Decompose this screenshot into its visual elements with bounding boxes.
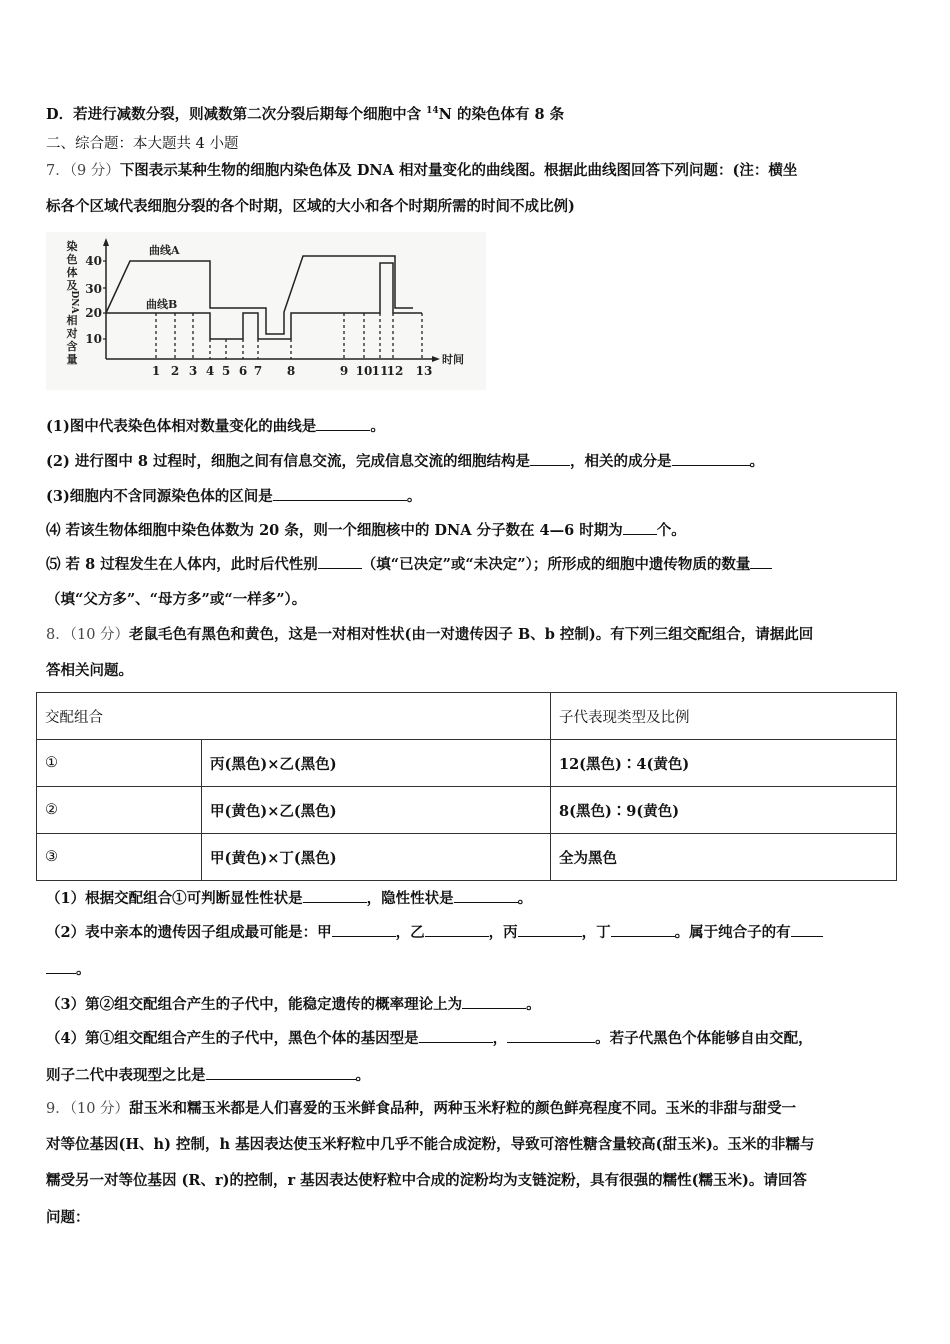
cell-cross: 甲(黄色)×丁(黑色) — [202, 834, 551, 881]
q9-line3: 糯受另一对等位基因 (R、r)的控制，r 基因表达使籽粒中合成的淀粉均为支链淀粉，具有很强的糯性(糯玉米)。请回答 — [46, 1172, 807, 1189]
svg-text:染: 染 — [66, 240, 78, 253]
table-row — [37, 834, 897, 881]
cell-offspring: 全为黑色 — [551, 834, 897, 881]
svg-text:5: 5 — [221, 364, 231, 378]
svg-text:色: 色 — [66, 253, 78, 266]
cell-offspring: 8(黑色)∶9(黄色) — [551, 787, 897, 834]
q7-sub5-line1: ⑸ 若 8 过程发生在人体内，此时后代性别 （填“已决定”或“未决定”）；所形成的细胞中遗传物质的数量 — [46, 554, 772, 575]
answer-blank[interactable] — [454, 888, 518, 903]
header-cross: 交配组合 — [37, 693, 551, 740]
svg-text:对: 对 — [66, 327, 78, 340]
svg-text:含: 含 — [66, 340, 78, 353]
svg-text:1: 1 — [151, 364, 161, 378]
legend-curve-a: 曲线A — [149, 244, 180, 257]
answer-blank[interactable] — [46, 959, 76, 974]
svg-text:体: 体 — [66, 266, 78, 279]
answer-blank[interactable] — [419, 1028, 493, 1043]
q7-intro-line2: 标各个区域代表细胞分裂的各个时期，区域的大小和各个时期所需的时间不成比例) — [46, 198, 575, 215]
svg-text:30: 30 — [85, 282, 102, 296]
svg-text:6: 6 — [238, 364, 248, 378]
q8-sub2-line1: （2）表中亲本的遗传因子组成最可能是：甲 ，乙 ，丙 ，丁 。属于纯合子的有 — [46, 922, 823, 943]
cell-id: ③ — [37, 834, 202, 881]
header-offspring: 子代表现类型及比例 — [551, 693, 897, 740]
y-axis-label — [66, 239, 80, 366]
answer-blank[interactable] — [623, 520, 657, 535]
cell-cross: 丙(黑色)×乙(黑色) — [202, 740, 551, 787]
q9-line1: 9．（10 分）甜玉米和糯玉米都是人们喜爱的玉米鲜食品种，两种玉米籽粒的颜色鲜亮程度不同。玉米的非甜与甜受一 — [46, 1100, 797, 1117]
answer-blank[interactable] — [791, 922, 823, 937]
answer-blank[interactable] — [507, 1028, 595, 1043]
svg-text:13: 13 — [415, 364, 433, 378]
cell-id: ① — [37, 740, 202, 787]
q7-sub1: (1)图中代表染色体相对数量变化的曲线是 。 — [46, 418, 385, 435]
cell-cross: 甲(黄色)×乙(黑色) — [202, 787, 551, 834]
x-axis-label: 时间 — [442, 353, 464, 366]
section-heading: 二、综合题：本大题共 4 小题 — [46, 136, 239, 152]
answer-blank[interactable] — [750, 554, 772, 569]
q8-intro-line1: 8．（10 分）老鼠毛色有黑色和黄色，这是一对相对性状(由一对遗传因子 B、b 控制)。有下列三组交配组合，请据此回 — [46, 626, 814, 643]
svg-text:DNA: DNA — [69, 290, 79, 314]
answer-blank[interactable] — [332, 922, 396, 937]
svg-text:3: 3 — [188, 364, 198, 378]
q8-intro-line2: 答相关问题。 — [46, 662, 133, 679]
q8-sub2-line2: 。 — [46, 959, 91, 980]
svg-text:及: 及 — [66, 279, 78, 292]
answer-blank[interactable] — [425, 922, 489, 937]
legend-curve-b: 曲线B — [146, 298, 178, 311]
svg-text:11: 11 — [371, 364, 389, 378]
answer-blank[interactable] — [462, 994, 526, 1009]
svg-text:4: 4 — [205, 364, 215, 378]
answer-blank[interactable] — [316, 416, 370, 431]
q9-line4: 问题： — [46, 1209, 90, 1226]
svg-text:12: 12 — [386, 364, 404, 378]
svg-text:2: 2 — [170, 364, 180, 378]
q7-sub3: (3)细胞内不含同源染色体的区间是 。 — [46, 488, 422, 505]
q8-sub1: （1）根据交配组合①可判断显性性状是 ，隐性性状是 。 — [46, 890, 533, 907]
table-row — [37, 787, 897, 834]
cell-offspring: 12(黑色)∶4(黄色) — [551, 740, 897, 787]
mating-table — [36, 692, 897, 881]
svg-text:相: 相 — [66, 314, 78, 327]
answer-blank[interactable] — [303, 888, 367, 903]
q7-intro-line1: 7．（9 分）下图表示某种生物的细胞内染色体及 DNA 相对量变化的曲线图。根据此曲线图回答下列问题：(注：横坐 — [46, 162, 798, 179]
q8-sub3: （3）第②组交配组合产生的子代中，能稳定遗传的概率理论上为 。 — [46, 996, 541, 1013]
q7-sub2: (2) 进行图中 8 过程时，细胞之间有信息交流，完成信息交流的细胞结构是 ，相关的成分是 。 — [46, 453, 765, 470]
answer-blank[interactable] — [318, 554, 362, 569]
answer-blank[interactable] — [611, 922, 675, 937]
svg-text:10: 10 — [85, 332, 102, 346]
cell-id: ② — [37, 787, 202, 834]
curve-a — [106, 256, 413, 334]
table-row — [37, 740, 897, 787]
svg-text:9: 9 — [339, 364, 349, 378]
chart-svg — [46, 232, 486, 390]
q6-option-d: D．若进行减数分裂，则减数第二次分裂后期每个细胞中含 $^{14}$N 的染色体有 8 条 — [46, 106, 565, 123]
q9-line2: 对等位基因(H、h) 控制，h 基因表达使玉米籽粒中几乎不能合成淀粉，导致可溶性糖含量较高(甜玉米)。玉米的非糯与 — [46, 1136, 815, 1153]
svg-text:40: 40 — [85, 254, 102, 268]
svg-text:量: 量 — [66, 353, 78, 366]
table-header-row — [37, 693, 897, 740]
q7-sub5-line2: （填“父方多”、“母方多”或“一样多”）。 — [46, 591, 307, 608]
svg-text:20: 20 — [85, 306, 102, 320]
svg-text:8: 8 — [286, 364, 296, 378]
x-ticks — [152, 364, 433, 378]
q7-sub4: ⑷ 若该生物体细胞中染色体数为 20 条，则一个细胞核中的 DNA 分子数在 4—6 时期为 个。 — [46, 522, 686, 539]
q8-sub4-line2: 则子二代中表现型之比是 。 — [46, 1067, 370, 1084]
answer-blank[interactable] — [530, 451, 570, 466]
svg-text:10: 10 — [355, 364, 373, 378]
answer-blank[interactable] — [206, 1065, 356, 1080]
period-dividers — [156, 313, 422, 359]
svg-text:7: 7 — [253, 364, 263, 378]
answer-blank[interactable] — [518, 922, 582, 937]
x-axis-arrow-icon — [432, 356, 440, 362]
answer-blank[interactable] — [672, 451, 750, 466]
chromosome-dna-chart — [46, 232, 486, 390]
q8-sub4-line1: （4）第①组交配组合产生的子代中，黑色个体的基因型是 ， 。若子代黑色个体能够自由交配， — [46, 1030, 813, 1047]
answer-blank[interactable] — [273, 486, 407, 501]
y-axis-arrow-icon — [103, 238, 109, 246]
y-ticks — [85, 254, 102, 346]
